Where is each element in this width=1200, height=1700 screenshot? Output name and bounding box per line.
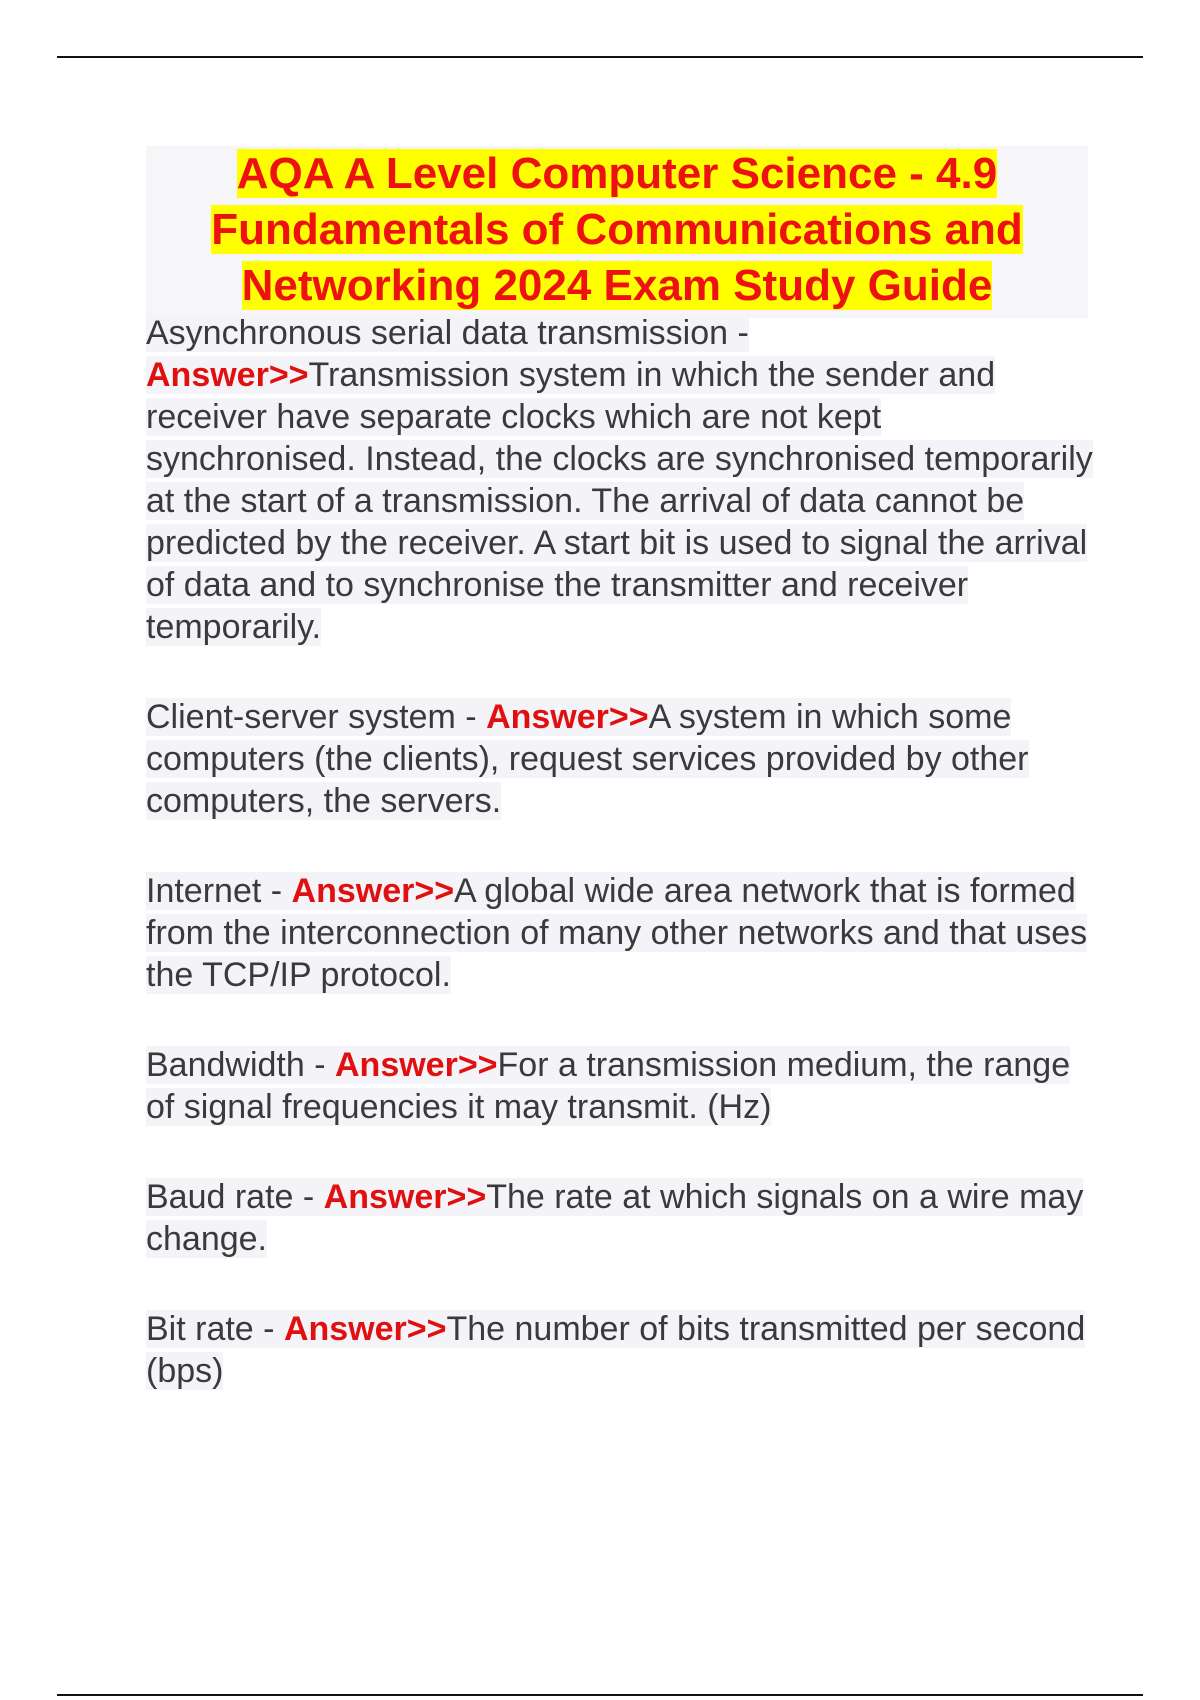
qa-entry [146,312,1096,648]
entry-term: Baud rate - [146,1178,324,1216]
entry-definition: A system in which some computers (the clients), request services provided by other computers, the servers. [146,698,1029,820]
answer-label: Answer>> [335,1046,498,1084]
entry-term: Bit rate - [146,1310,284,1348]
header-rule [57,56,1143,58]
entry-term: Client-server system - [146,698,487,736]
title-block [146,146,1088,318]
answer-label: Answer>> [486,698,649,736]
footer-rule [57,1694,1143,1696]
answer-label: Answer>> [291,872,455,910]
answer-label: Answer>> [323,1178,487,1216]
entry-definition: For a transmission medium, the range of signal frequencies it may transmit. (Hz) [146,1046,1071,1126]
entry-definition: A global wide area network that is formed from the interconnection of many other networks and that uses the TCP/IP protocol. [146,872,1088,994]
qa-entry [146,696,1096,822]
answer-label: Answer>> [146,356,309,394]
entry-term: Asynchronous serial data transmission - [146,314,749,352]
entry-definition: The number of bits transmitted per second (bps) [146,1310,1086,1390]
qa-entry [146,1044,1096,1128]
entry-term: Internet - [146,872,292,910]
answer-label: Answer>> [283,1310,447,1348]
page-title: AQA A Level Computer Science - 4.9 Fundamentals of Communications and Networking 2024 Exam Study Guide [211,149,1023,310]
entry-term: Bandwidth - [146,1046,335,1084]
study-guide-body [146,312,1096,1392]
entry-definition: The rate at which signals on a wire may change. [146,1178,1084,1258]
qa-entry [146,1308,1096,1392]
qa-entry [146,870,1096,996]
entry-definition: Transmission system in which the sender and receiver have separate clocks which are not kept synchronised. Instead, the clocks are synchronised temporarily at the start of a transmission. The arrival of data cannot be predicted by the receiver. A start bit is used to signal the arrival of data and to synchronise the transmitter and receiver temporarily. [146,356,1093,646]
qa-entry [146,1176,1096,1260]
